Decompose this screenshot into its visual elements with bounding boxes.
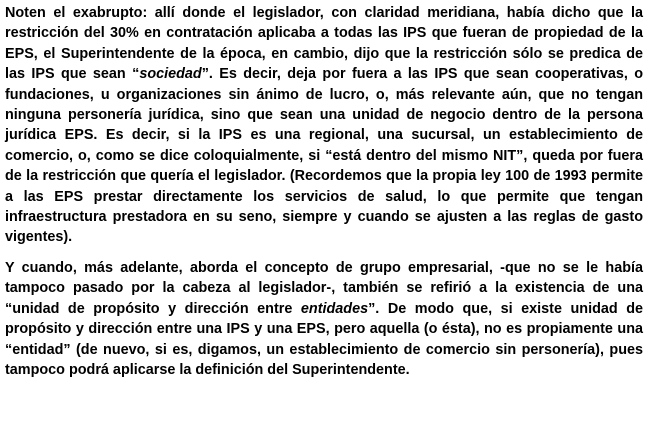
text-segment: Y cuando, más adelante, aborda el concepto de grupo empresarial, -que no se le había tampoco pasado por la cabeza al legislador-, también se refirió a la existencia de una “unidad de propósito y dirección entre [5, 259, 643, 317]
text-segment: ”. De modo que, si existe unidad de propósito y dirección entre una IPS y una EPS, pero aquella (o ésta), no es propiamente una “entidad” (de nuevo, si es, digamos, un establecimiento de comercio sin personería), pues tampoco podrá aplicarse la definición del Superintendente. [5, 300, 643, 378]
paragraph-grupo-empresarial [5, 258, 643, 380]
text-segment: ”. Es decir, deja por fuera a las IPS que sean cooperativas, o fundaciones, u organizaciones sin ánimo de lucro, o, más relevante aún, que no tengan ninguna personería jurídica, sino que sean una unidad de negocio dentro de la persona jurídica EPS. Es decir, si la IPS es una regional, una sucursal, un establecimiento de comercio, o, como se dice coloquialmente, si “está dentro del mismo NIT”, queda por fuera de la restricción que quería el legislador. (Recordemos que la propia ley 100 de 1993 permite a las EPS prestar directamente los servicios de salud, lo que permite que tengan infraestructura prestadora en su seno, siempre y cuando se ajusten a las reglas de gasto vigentes). [5, 66, 643, 246]
text-segment: Noten el exabrupto: allí donde el legislador, con claridad meridiana, había dicho que la restricción del 30% en contratación aplicaba a todas las IPS que fueran de propiedad de la EPS, el Superintendente de la época, en cambio, dijo que la restricción sólo se predica de las IPS que sean “ [5, 5, 643, 83]
paragraph-exabrupto [5, 3, 643, 248]
italic-term-entidades: entidades [300, 300, 369, 317]
italic-term-sociedad: sociedad [139, 66, 202, 83]
